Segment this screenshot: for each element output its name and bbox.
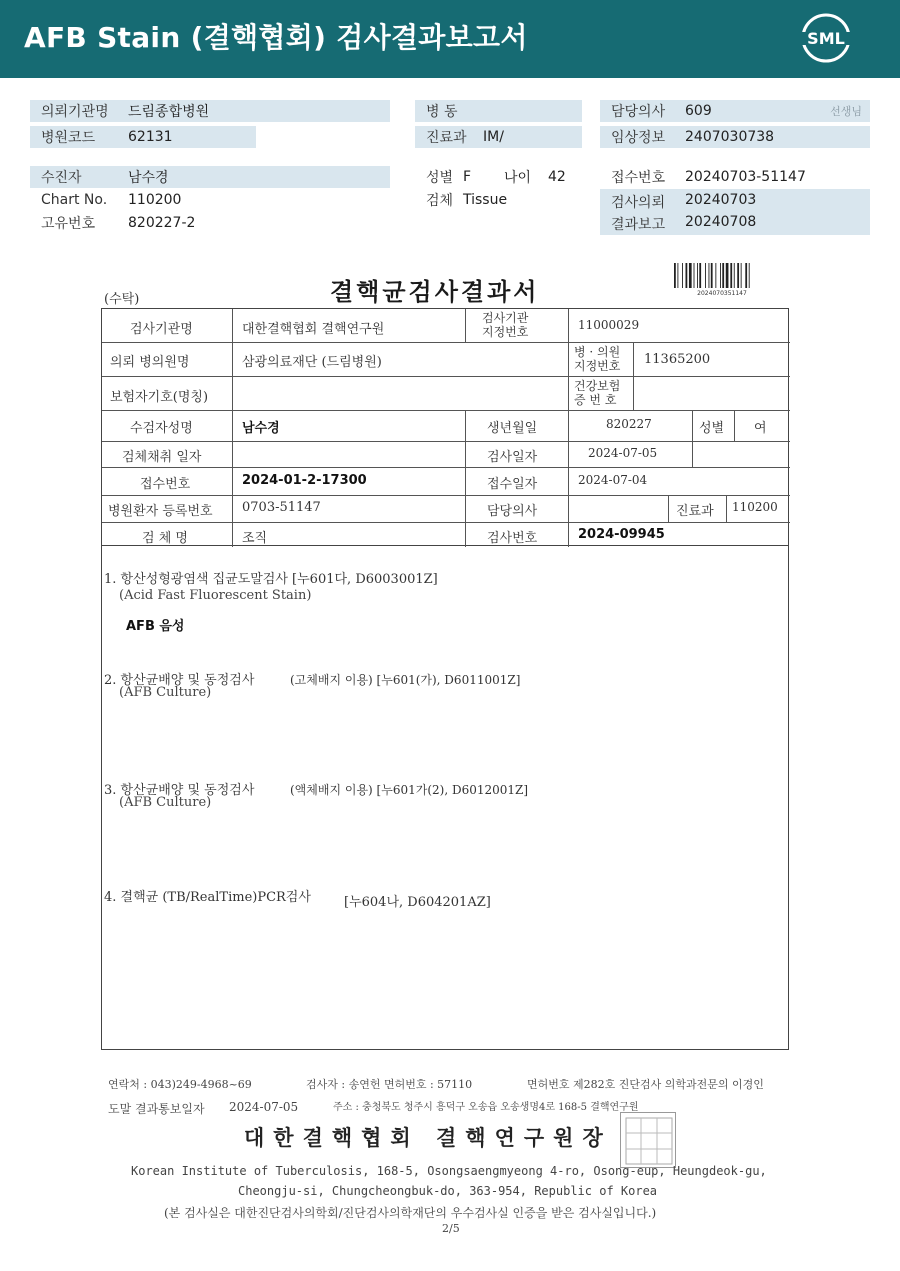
page-number: 2/5: [442, 1222, 460, 1235]
results-box: [101, 546, 789, 1050]
footer-certification: (본 검사실은 대한진단검사의학회/진단검사의학재단의 우수검사실 인증을 받은 검사실입니다.): [164, 1206, 657, 1220]
report-header: [0, 0, 900, 78]
info-clinical: 임상정보 2407030738: [600, 126, 870, 148]
test-no-value: 2024-09945: [578, 527, 665, 542]
dob-label: 생년월일: [487, 421, 538, 436]
document-title: 결핵균검사결과서: [330, 277, 540, 306]
insured-no-label-1: 건강보험: [574, 379, 621, 393]
info-hospital-code: 병원코드 62131: [30, 126, 256, 148]
consign-label: (수탁): [104, 292, 140, 307]
info-sex-age: 성별 F 나이 42: [426, 169, 566, 186]
clinic-desig-value: 11365200: [644, 352, 711, 367]
info-accession: 접수번호 20240703-51147: [611, 169, 806, 186]
footer-org-name: 대한결핵협회 결핵연구원장: [244, 1125, 612, 1150]
info-request-org: 의뢰기관명 드림종합병원: [30, 100, 390, 122]
footer-address-en-1: Korean Institute of Tuberculosis, 168-5, Osongsaengmyeong 4-ro, Osong-eup, Heungdeok-gu,: [131, 1164, 767, 1178]
clinic-label: 의뢰 병의원명: [110, 355, 190, 370]
footer-report-date-label: 도말 결과통보일자: [108, 1102, 205, 1116]
info-unique: 고유번호 820227-2: [41, 215, 196, 232]
insurer-label: 보험자기호(명칭): [110, 390, 209, 405]
clinic-value: 삼광의료재단 (드림병원): [242, 355, 382, 370]
footer-tester: 검사자 : 송연헌 면허번호 : 57110: [306, 1078, 473, 1091]
dept-label: 진료과: [676, 504, 714, 519]
clinic-desig-label-2: 지정번호: [574, 359, 621, 373]
info-ward: 병 동: [415, 100, 582, 122]
dob-value: 820227: [606, 417, 652, 431]
insured-no-label-2: 증 번 호: [574, 393, 617, 407]
footer-address-en-2: Cheongju-si, Chungcheongbuk-do, 363-954, Republic of Korea: [238, 1184, 658, 1198]
info-dept: 진료과 IM/: [415, 126, 582, 148]
scanned-report: [0, 250, 900, 1271]
physician-label: 담당의사: [487, 504, 538, 519]
info-doctor: 담당의사 609 선생님: [600, 100, 870, 122]
clinic-desig-label-1: 병 · 의원: [574, 345, 621, 359]
result-2-method: (고체배지 이용) [누601(가), D6011001Z]: [290, 673, 521, 687]
info-dates: 검사의뢰 20240703 결과보고 20240708: [600, 189, 870, 235]
lab-org-value: 대한결핵협회 결핵연구원: [242, 322, 385, 337]
accession-label: 접수번호: [140, 477, 191, 492]
patient-name-label: 수검자성명: [130, 421, 193, 436]
sex-value: 여: [754, 421, 767, 436]
collect-date-label: 검체채취 일자: [122, 450, 202, 465]
specimen-label: 검 체 명: [142, 531, 188, 546]
dept-value: 110200: [732, 500, 778, 514]
result-4-method: [누604나, D604201AZ]: [344, 895, 491, 910]
test-no-label: 검사번호: [487, 531, 538, 546]
result-3-method: (액체배지 이용) [누601가(2), D6012001Z]: [290, 783, 529, 797]
result-4-title: 4. 결핵균 (TB/RealTime)PCR검사: [104, 890, 311, 905]
info-specimen: 검체 Tissue: [426, 192, 508, 209]
lab-desig-value: 11000029: [578, 318, 640, 332]
result-1-title: 1. 항산성형광염색 집균도말검사 [누601다, D6003001Z]: [104, 572, 438, 587]
official-seal-icon: [620, 1112, 676, 1168]
info-chart: Chart No. 110200: [41, 192, 182, 208]
result-3-title: 3. 항산균배양 및 동정검사: [104, 783, 255, 798]
report-title: AFB Stain (결핵협회) 검사결과보고서: [24, 21, 528, 54]
sml-logo-text: SML: [807, 29, 845, 48]
accession-value: 2024-01-2-17300: [242, 473, 367, 488]
lab-desig-label-2: 지정번호: [482, 325, 529, 339]
result-3-subtitle: (AFB Culture): [119, 795, 212, 810]
lab-org-label: 검사기관명: [130, 322, 193, 337]
receipt-date-label: 접수일자: [487, 477, 538, 492]
specimen-value: 조직: [242, 531, 268, 546]
footer-contact: 연락처 : 043)249-4968~69: [108, 1078, 252, 1091]
barcode-number: 2024070351147: [697, 290, 747, 296]
reg-no-value: 0703-51147: [242, 500, 321, 515]
footer-license: 면허번호 제282호 진단검사 의학과전문의 이경인: [527, 1078, 764, 1091]
result-2-title: 2. 항산균배양 및 동정검사: [104, 673, 255, 688]
result-1-subtitle: (Acid Fast Fluorescent Stain): [119, 588, 312, 603]
test-date-label: 검사일자: [487, 450, 538, 465]
info-patient: 수진자 남수경: [30, 166, 390, 188]
sex-label: 성별: [699, 421, 725, 436]
patient-name-value: 남수경: [242, 421, 280, 436]
sml-logo: [800, 12, 852, 64]
receipt-date-value: 2024-07-04: [578, 473, 648, 487]
test-date-value: 2024-07-05: [588, 446, 658, 460]
result-1-value: AFB 음성: [126, 619, 185, 634]
result-2-subtitle: (AFB Culture): [119, 685, 212, 700]
footer-report-date: 2024-07-05: [229, 1100, 299, 1114]
barcode: [672, 262, 772, 296]
specimen-info-table: [101, 308, 789, 546]
footer-address-kr: 주소 : 충청북도 청주시 흥덕구 오송읍 오송생명4로 168-5 결핵연구원: [333, 1102, 639, 1113]
lab-desig-label-1: 검사기관: [482, 311, 529, 325]
reg-no-label: 병원환자 등록번호: [108, 504, 213, 519]
